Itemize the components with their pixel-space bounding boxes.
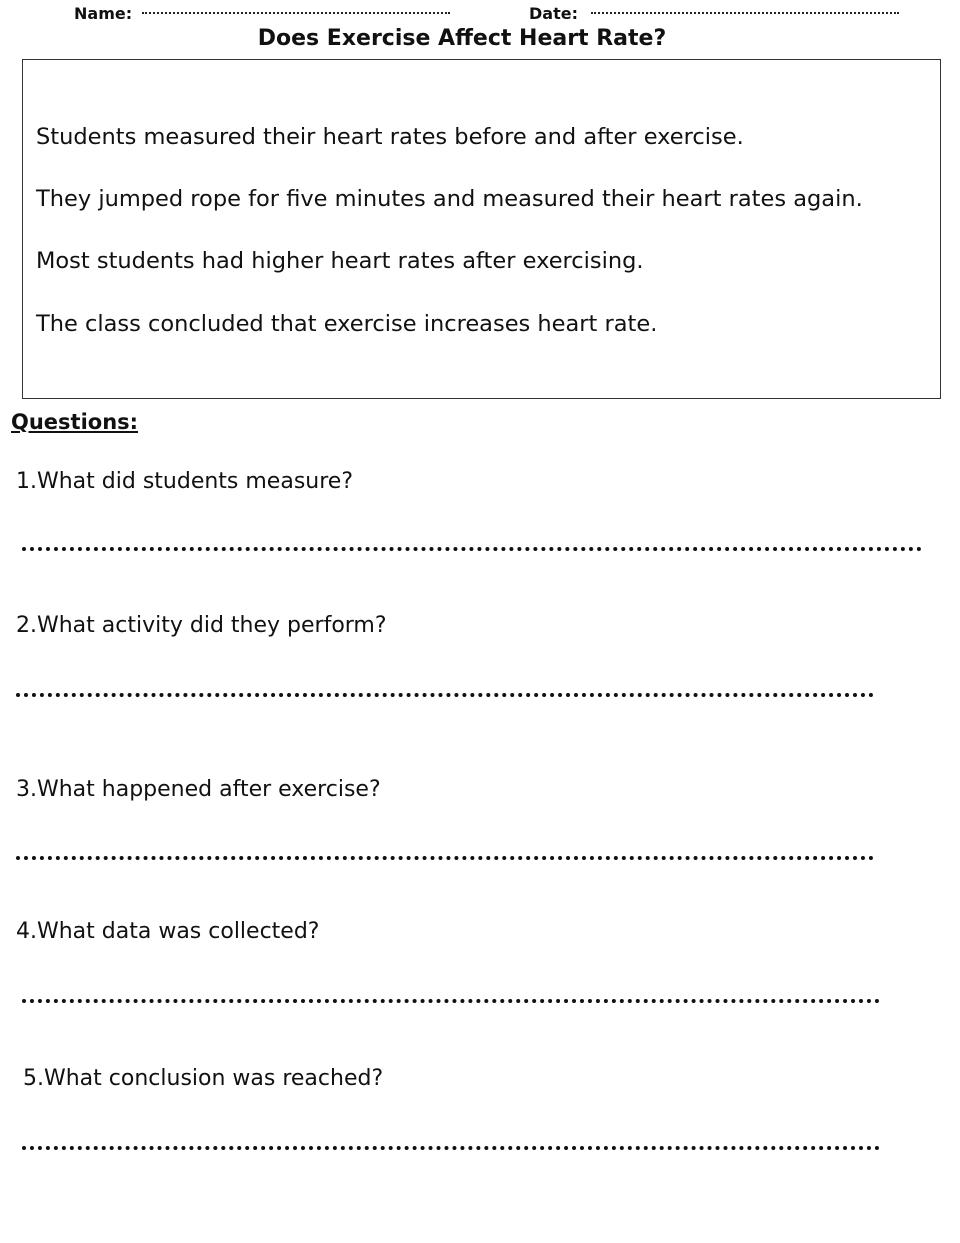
passage-sentence: Students measured their heart rates before and after exercise. (36, 124, 744, 150)
answer-line-3[interactable] (16, 856, 874, 860)
answer-line-1[interactable] (22, 547, 922, 551)
questions-heading: Questions: (11, 410, 139, 434)
date-label: Date: (529, 4, 578, 23)
passage-sentence: The class concluded that exercise increases heart rate. (36, 311, 658, 337)
name-field-line[interactable] (142, 12, 450, 14)
answer-line-2[interactable] (16, 693, 874, 697)
question-2: 2.What activity did they perform? (16, 613, 387, 638)
reading-passage-box (22, 59, 941, 399)
passage-sentence: They jumped rope for five minutes and measured their heart rates again. (36, 186, 863, 212)
passage-sentence: Most students had higher heart rates after exercising. (36, 248, 644, 274)
answer-line-5[interactable] (22, 1146, 880, 1150)
question-5: 5.What conclusion was reached? (23, 1066, 384, 1091)
worksheet-title: Does Exercise Affect Heart Rate? (257, 26, 667, 51)
answer-line-4[interactable] (22, 999, 880, 1003)
date-field-line[interactable] (591, 12, 899, 14)
question-1: 1.What did students measure? (16, 469, 354, 494)
question-4: 4.What data was collected? (16, 919, 320, 944)
name-label: Name: (74, 4, 133, 23)
question-3: 3.What happened after exercise? (16, 777, 381, 802)
